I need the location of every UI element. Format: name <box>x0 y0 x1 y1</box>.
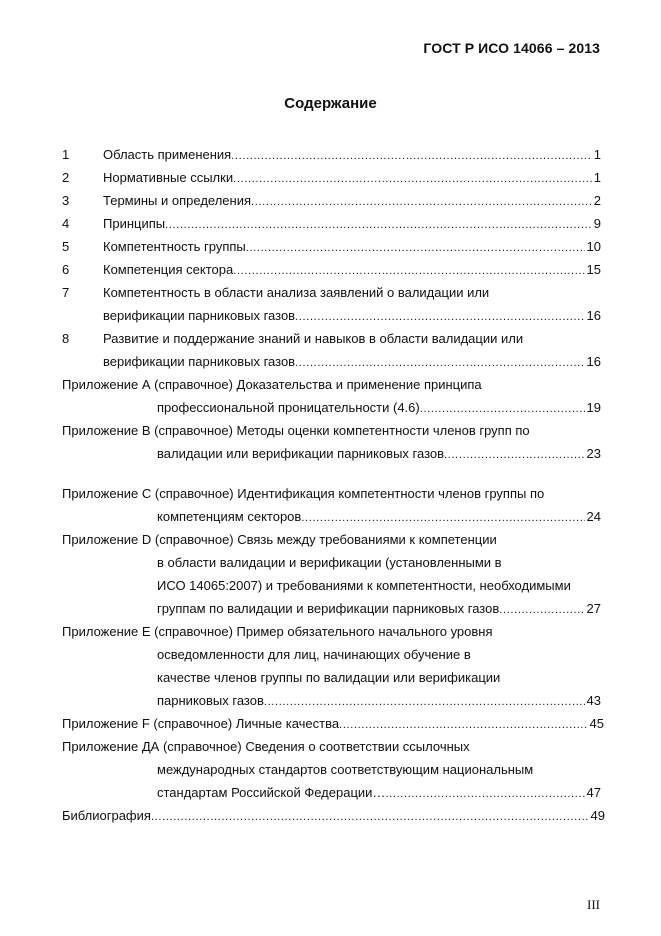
toc-page-number: 1 <box>593 170 601 185</box>
toc-entry-text: компетенциям секторов <box>157 509 302 524</box>
toc-page-number: 23 <box>586 446 601 461</box>
toc-page-number: 10 <box>586 239 601 254</box>
footer-page-number: III <box>587 897 600 912</box>
toc-entry <box>157 446 601 463</box>
document-header: ГОСТ Р ИСО 14066 – 2013 <box>423 40 600 56</box>
toc-page-number: 24 <box>586 509 601 524</box>
toc-entry-text: Приложение ДА (справочное) Сведения о соответствии ссылочных <box>62 739 470 754</box>
toc-entry-text: верификации парниковых газов <box>103 354 296 369</box>
toc-page-number: 19 <box>586 400 601 415</box>
toc-entry-text: качестве членов группы по валидации или верификации <box>157 670 501 685</box>
toc-entry-line <box>103 285 601 301</box>
toc-appendix-line <box>157 555 601 571</box>
toc-entry-text: стандартам Российской Федерации… <box>157 785 386 800</box>
toc-entry-text: Компетентность группы <box>103 239 246 254</box>
toc-entry-text: Приложение А (справочное) Доказательства и применение принципа <box>62 377 482 392</box>
toc-entry-text: Приложение С (справочное) Идентификация компетентности членов группы по <box>62 486 545 501</box>
toc-entry-text: Принципы <box>103 216 166 231</box>
toc-entry-text: Нормативные ссылки <box>103 170 234 185</box>
toc-leader <box>231 148 592 164</box>
toc-entry <box>157 785 601 802</box>
toc-entry-text: группам по валидации и верификации парниковых газов <box>157 601 500 616</box>
toc-entry-text: Компетентность в области анализа заявлений о валидации или <box>103 285 490 300</box>
toc-number: 2 <box>62 170 70 185</box>
toc-entry <box>157 693 601 710</box>
toc-leader <box>444 447 584 463</box>
toc-page-number: 16 <box>586 308 601 323</box>
toc-entry-text: в области валидации и верификации (установленными в <box>157 555 502 570</box>
toc-entry-text: Приложение Е (справочное) Пример обязательного начального уровня <box>62 624 493 639</box>
page-title: Содержание <box>284 95 377 112</box>
toc-leader <box>420 401 585 417</box>
toc-number: 6 <box>62 262 70 277</box>
toc-entry <box>157 509 601 526</box>
toc-appendix-line <box>62 532 601 548</box>
toc-entry <box>157 601 601 618</box>
toc-entry-text: Приложение F (справочное) Личные качества <box>62 716 340 731</box>
toc-number: 1 <box>62 147 70 162</box>
toc-appendix-line <box>157 647 601 663</box>
toc-appendix-line <box>157 762 601 778</box>
toc-entry-text: Приложение В (справочное) Методы оценки компетентности членов групп по <box>62 423 530 438</box>
toc-entry <box>103 262 601 279</box>
toc-entry-text: международных стандартов соответствующим национальным <box>157 762 534 777</box>
toc-entry-text: Развитие и поддержание знаний и навыков в области валидации или <box>103 331 524 346</box>
toc-entry <box>62 808 605 825</box>
toc-entry-text: верификации парниковых газов <box>103 308 296 323</box>
toc-appendix-line <box>62 624 601 640</box>
toc-entry <box>103 239 601 256</box>
toc-entry <box>103 147 601 164</box>
toc-leader <box>151 809 589 825</box>
toc-entry <box>103 170 601 187</box>
toc-appendix-line <box>62 486 601 502</box>
toc-appendix-line <box>62 423 601 439</box>
toc-number: 7 <box>62 285 70 300</box>
toc-entry-line <box>103 331 601 347</box>
toc-appendix-line <box>157 670 601 686</box>
toc-number: 8 <box>62 331 70 346</box>
toc-page-number: 15 <box>586 262 601 277</box>
toc-page-number: 27 <box>586 601 601 616</box>
toc-page-number: 45 <box>589 716 604 731</box>
toc-leader <box>295 355 584 371</box>
toc-page-number: 43 <box>586 693 601 708</box>
toc-number: 4 <box>62 216 70 231</box>
toc-page-number: 49 <box>590 808 605 823</box>
toc-entry-text: ИСО 14065:2007) и требованиями к компетентности, необходимыми <box>157 578 571 593</box>
toc-entry-text: валидации или верификации парниковых газов <box>157 446 445 461</box>
toc-entry-text: Библиография <box>62 808 151 823</box>
toc-leader <box>251 194 592 210</box>
toc-leader <box>233 263 584 279</box>
toc-number: 5 <box>62 239 70 254</box>
toc-entry-text: парниковых газов <box>157 693 264 708</box>
toc-leader <box>301 510 584 526</box>
toc-page-number: 9 <box>593 216 601 231</box>
toc-appendix-line <box>62 377 601 393</box>
toc-entry <box>103 308 601 325</box>
toc-leader <box>264 694 585 710</box>
toc-entry <box>103 193 601 210</box>
toc-entry <box>103 354 601 371</box>
toc-leader <box>165 217 592 233</box>
toc-leader <box>499 602 584 618</box>
toc-page-number: 16 <box>586 354 601 369</box>
toc-appendix-line <box>157 578 601 594</box>
toc-entry <box>62 716 604 733</box>
toc-entry-text: осведомленности для лиц, начинающих обучение в <box>157 647 471 662</box>
toc-entry-text: Компетенция сектора <box>103 262 234 277</box>
toc-leader <box>385 786 584 802</box>
toc-entry-text: Область применения <box>103 147 232 162</box>
toc-entry-text: Приложение D (справочное) Связь между требованиями к компетенции <box>62 532 497 547</box>
toc-page-number: 1 <box>593 147 601 162</box>
toc-leader <box>233 171 592 187</box>
toc-leader <box>295 309 584 325</box>
toc-appendix-line <box>62 739 601 755</box>
toc-entry-text: Термины и определения <box>103 193 252 208</box>
toc-entry-text: профессиональной проницательности (4.6) <box>157 400 420 415</box>
toc-number: 3 <box>62 193 70 208</box>
toc-leader <box>246 240 585 256</box>
toc-leader <box>339 717 587 733</box>
toc-page-number: 47 <box>586 785 601 800</box>
toc-entry <box>103 216 601 233</box>
toc-page-number: 2 <box>593 193 601 208</box>
toc-entry <box>157 400 601 417</box>
